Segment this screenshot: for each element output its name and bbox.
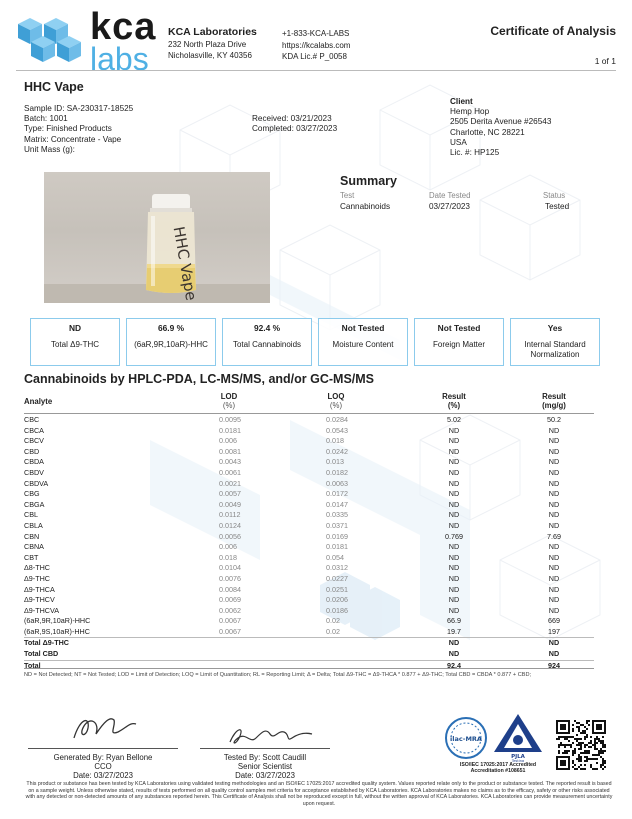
box-label: Internal Standard Normalization — [524, 340, 586, 359]
lod: 0.0067 — [219, 626, 241, 636]
loq: 0.02 — [326, 616, 340, 626]
table-row — [24, 521, 594, 532]
lab-contact — [282, 28, 350, 63]
result-mg: ND — [548, 478, 560, 488]
table-row — [24, 489, 594, 500]
loq: 0.0181 — [326, 542, 348, 552]
sample-id: Sample ID: SA-230317-18525 — [24, 104, 134, 113]
summary-status: Tested — [545, 202, 570, 211]
ilac-mra-logo — [444, 716, 488, 760]
col-analyte: Analyte — [24, 397, 53, 406]
client-address-1: 2505 Derita Avenue #26543 — [450, 117, 552, 127]
lod: 0.0021 — [219, 478, 241, 488]
summary-box-hhc — [126, 318, 216, 366]
box-value: ND — [68, 323, 82, 333]
analyte: CBT — [24, 552, 39, 562]
loq: 0.02 — [326, 626, 340, 636]
pjla-subtext: Testing — [511, 759, 525, 762]
loq: 0.0371 — [326, 520, 348, 530]
result-mg: ND — [548, 510, 560, 520]
table-footnote: ND = Not Detected; NT = Not Tested; LOD = Limit of Detection; LOQ = Limit of Quantitation; RL = Reporting Limit; Δ = Delta; Total Δ9-THC = Δ9-THCA * 0.877 + Δ9-THC; Total CBD = CBDA * 0.877 + CBD; — [24, 672, 532, 678]
table-row — [24, 426, 594, 437]
result-mg: 50.2 — [547, 415, 561, 424]
result-mg: ND — [548, 605, 560, 615]
box-value: 92.4 % — [253, 323, 281, 333]
signature-scott-caudill — [226, 724, 316, 755]
cannabinoids-section-title: Cannabinoids by HPLC-PDA, LC-MS/MS, and/or GC-MS/MS — [24, 372, 374, 386]
loq: 0.0186 — [326, 605, 348, 615]
analyte: CBLA — [24, 520, 43, 530]
result-pct: ND — [448, 446, 460, 456]
analyte: CBGA — [24, 499, 45, 509]
result-pct: ND — [448, 573, 460, 583]
analyte: Δ8-THC — [24, 563, 50, 573]
lab-info — [168, 26, 257, 61]
lod: 0.006 — [219, 542, 237, 552]
box-value: Not Tested — [437, 323, 481, 333]
table-header — [24, 391, 594, 413]
result-pct: ND — [448, 436, 460, 446]
box-value: Not Tested — [341, 323, 385, 333]
analyte: CBN — [24, 531, 40, 541]
box-label: (6aR,9R,10aR)-HHC — [134, 340, 208, 349]
result-mg: ND — [548, 649, 560, 659]
table-row — [24, 616, 594, 627]
col-result-mg: Result (mg/g) — [542, 392, 566, 410]
summary-header-date: Date Tested — [429, 191, 471, 200]
analyte: Δ9-THC — [24, 573, 50, 583]
result-mg: ND — [548, 573, 560, 583]
summary-test: Cannabinoids — [340, 202, 391, 211]
loq: 0.0242 — [326, 446, 348, 456]
analyte: CBL — [24, 510, 38, 520]
vial-label-text: HHC Vape — [169, 225, 201, 302]
result-mg: ND — [548, 436, 560, 446]
result-mg: ND — [548, 446, 560, 456]
product-title: HHC Vape — [24, 80, 84, 94]
analyte: CBDA — [24, 457, 44, 467]
result-mg: ND — [548, 595, 560, 605]
summary-title: Summary — [340, 174, 397, 188]
lod: 0.0124 — [219, 520, 241, 530]
loq: 0.0284 — [326, 415, 348, 424]
loq: 0.0312 — [326, 563, 348, 573]
result-mg: ND — [548, 563, 560, 573]
result-mg: ND — [548, 584, 560, 594]
disclaimer: This product or substance has been tested by KCA Laboratories using validated testing methodologies and an ISO/IEC 17025:2017 accredited quality system. Values reported relate only to the product or substance tested. The reported result is based on a sample weight. Unless otherwise stated, results of tests performed on all quality control samples met criteria for acceptance established by KCA Laboratories. KCA Laboratories makes no claims as to the efficacy, safety or other risks associated with any detected or non-detected amounts of any substances reported herein. This Certificate of Analysis shall not be reproduced except in full, without the written approval of KCA Laboratories. KCA Laboratories can provide measurement uncertainty upon request. — [25, 781, 613, 807]
analyte: Total CBD — [24, 649, 59, 659]
sample-dates — [252, 114, 337, 134]
signature-line-right — [200, 748, 330, 749]
result-pct: ND — [448, 478, 460, 488]
loq: 0.0169 — [326, 531, 348, 541]
ilac-text: ilac-MRA — [450, 735, 482, 743]
table-total-row — [24, 637, 594, 649]
result-mg: ND — [548, 542, 560, 552]
qr-code[interactable] — [556, 720, 606, 770]
table-row — [24, 468, 594, 479]
batch: Batch: 1001 — [24, 114, 68, 124]
analyte: Total Δ9-THC — [24, 638, 69, 648]
result-pct: ND — [448, 499, 460, 509]
sample-matrix: Matrix: Concentrate - Vape — [24, 134, 122, 144]
result-mg: 197 — [548, 626, 560, 636]
loq: 0.0206 — [326, 595, 348, 605]
lod: 0.0076 — [219, 573, 241, 583]
lod: 0.0067 — [219, 616, 241, 626]
table-row — [24, 436, 594, 447]
completed-date: Completed: 03/27/2023 — [252, 124, 338, 134]
result-mg: ND — [548, 638, 560, 648]
table-row — [24, 563, 594, 574]
result-mg: 669 — [548, 616, 560, 626]
logo-text-kca: kca — [90, 6, 157, 48]
lab-phone: +1-833-KCA-LABS — [282, 29, 350, 38]
lod: 0.0104 — [219, 563, 241, 573]
result-pct: 19.7 — [447, 626, 461, 636]
result-pct: 66.9 — [447, 616, 461, 626]
lod: 0.0084 — [219, 584, 241, 594]
analyte: CBCV — [24, 436, 44, 446]
result-mg: ND — [548, 467, 560, 477]
tested-by: Tested By: Scott Caudill Senior Scientist Date: 03/27/2023 — [223, 753, 307, 780]
kca-labs-logo — [14, 6, 157, 77]
result-mg: 7.69 — [547, 531, 561, 541]
result-pct: ND — [448, 552, 460, 562]
analyte: CBCA — [24, 425, 44, 435]
client-address-2: Charlotte, NC 28221 — [450, 127, 525, 137]
result-mg: ND — [548, 489, 560, 499]
pjla-logo — [492, 712, 544, 762]
result-pct: ND — [448, 542, 460, 552]
pjla-text: PJLA — [511, 754, 525, 760]
lab-address-2: Nicholasville, KY 40356 — [168, 51, 252, 60]
client-label: Client — [450, 97, 473, 106]
col-loq: LOQ (%) — [327, 392, 345, 410]
lod: 0.0061 — [219, 467, 241, 477]
table-row — [24, 532, 594, 543]
lab-website[interactable]: https://kcalabs.com — [282, 40, 351, 50]
lab-name: KCA Laboratories — [168, 26, 257, 38]
summary-box-normalization — [510, 318, 600, 366]
result-pct: 5.02 — [447, 415, 461, 424]
loq: 0.0251 — [326, 584, 348, 594]
analyte: CBG — [24, 489, 40, 499]
loq: 0.054 — [326, 552, 344, 562]
box-label: Total Δ9-THC — [50, 340, 100, 349]
sample-type: Type: Finished Products — [24, 124, 112, 134]
lod: 0.0043 — [219, 457, 241, 467]
result-pct: 0.769 — [445, 531, 463, 541]
box-label: Total Cannabinoids — [232, 340, 302, 349]
header-divider — [16, 70, 616, 71]
analyte: CBD — [24, 446, 40, 456]
loq: 0.0147 — [326, 499, 348, 509]
client-name: Hemp Hop — [450, 107, 490, 117]
table-row — [24, 542, 594, 553]
unit-mass: Unit Mass (g): — [24, 144, 75, 154]
summary-date: 03/27/2023 — [429, 202, 470, 211]
table-total-row — [24, 649, 594, 660]
box-value: Yes — [547, 323, 563, 333]
page-number: 1 of 1 — [594, 56, 616, 66]
analyte: Δ9-THCV — [24, 595, 55, 605]
lod: 0.0057 — [219, 489, 241, 499]
table-row — [24, 627, 594, 638]
analyte: (6aR,9S,10aR)-HHC — [24, 626, 90, 636]
table-total-row — [24, 660, 594, 672]
table-row — [24, 574, 594, 585]
result-pct: ND — [448, 605, 460, 615]
analyte: Total — [24, 660, 41, 670]
box-label: Foreign Matter — [432, 340, 486, 349]
result-mg: ND — [548, 552, 560, 562]
result-mg: ND — [548, 499, 560, 509]
analyte: Δ9-THCVA — [24, 605, 60, 615]
table-row — [24, 595, 594, 606]
col-lod: LOD (%) — [220, 392, 238, 410]
result-pct: ND — [448, 595, 460, 605]
table-row — [24, 585, 594, 596]
result-pct: ND — [448, 520, 460, 530]
lod: 0.0112 — [219, 510, 241, 520]
result-pct: ND — [448, 457, 460, 467]
loq: 0.0063 — [326, 478, 348, 488]
result-pct: 92.4 — [447, 660, 461, 670]
lod: 0.018 — [219, 552, 237, 562]
loq: 0.0227 — [326, 573, 348, 583]
accreditation-text: ISO/IEC 17025:2017 Accredited Accreditation #108651 — [459, 762, 537, 775]
summary-box-total-cannabinoids — [222, 318, 312, 366]
result-pct: ND — [448, 467, 460, 477]
result-mg: ND — [548, 425, 560, 435]
received-date: Received: 03/21/2023 — [252, 114, 332, 123]
analyte: CBDV — [24, 467, 44, 477]
client-info — [450, 97, 551, 158]
table-row — [24, 553, 594, 564]
lod: 0.006 — [219, 436, 237, 446]
lod: 0.0081 — [219, 446, 241, 456]
logo-cubes-icon — [14, 12, 90, 68]
loq: 0.0182 — [326, 467, 348, 477]
client-license: Lic. #: HP125 — [450, 148, 500, 158]
result-pct: ND — [448, 584, 460, 594]
result-mg: ND — [548, 520, 560, 530]
table-bottom-divider — [24, 668, 594, 669]
table-row — [24, 415, 594, 426]
summary-box-foreign-matter — [414, 318, 504, 366]
table-row — [24, 457, 594, 468]
lod: 0.0049 — [219, 499, 241, 509]
table-row — [24, 606, 594, 617]
summary-header-test: Test — [340, 191, 355, 200]
analyte: Δ9-THCA — [24, 584, 55, 594]
table-row — [24, 447, 594, 458]
col-result-pct: Result (%) — [442, 392, 466, 410]
signature-line-left — [28, 748, 178, 749]
logo-text-labs: labs — [90, 41, 149, 77]
result-pct: ND — [448, 649, 460, 659]
signature-ryan-bellone — [70, 712, 140, 751]
loq: 0.013 — [326, 457, 344, 467]
loq: 0.0543 — [326, 425, 348, 435]
analyte: CBNA — [24, 542, 44, 552]
sample-info — [24, 104, 133, 155]
table-row — [24, 479, 594, 490]
result-mg: 924 — [548, 660, 560, 670]
summary-box-total-d9thc — [30, 318, 120, 366]
summary-header-status: Status — [543, 191, 566, 200]
table-row — [24, 500, 594, 511]
lod: 0.0056 — [219, 531, 241, 541]
result-pct: ND — [448, 510, 460, 520]
lab-address-1: 232 North Plaza Drive — [168, 40, 247, 49]
table-row — [24, 510, 594, 521]
result-pct: ND — [448, 489, 460, 499]
result-pct: ND — [448, 563, 460, 573]
lab-license: KDA Lic.# P_0058 — [282, 52, 347, 61]
generated-by: Generated By: Ryan Bellone CCO Date: 03/27/2023 — [53, 753, 153, 780]
summary-box-moisture — [318, 318, 408, 366]
lod: 0.0069 — [219, 595, 241, 605]
document-title: Certificate of Analysis — [490, 24, 616, 38]
loq: 0.018 — [326, 436, 344, 446]
lod: 0.0095 — [219, 415, 241, 424]
box-value: 66.9 % — [157, 323, 185, 333]
loq: 0.0335 — [326, 510, 348, 520]
table-header-divider — [24, 413, 594, 414]
result-pct: ND — [448, 425, 460, 435]
cannabinoid-table-body — [24, 415, 594, 671]
analyte: CBC — [24, 415, 40, 424]
analyte: (6aR,9R,10aR)-HHC — [24, 616, 91, 626]
product-photo — [44, 172, 270, 303]
result-pct: ND — [448, 638, 460, 648]
lod: 0.0062 — [219, 605, 241, 615]
result-mg: ND — [548, 457, 560, 467]
lod: 0.0181 — [219, 425, 241, 435]
client-country: USA — [450, 137, 467, 147]
vial-image — [44, 172, 270, 303]
loq: 0.0172 — [326, 489, 348, 499]
analyte: CBDVA — [24, 478, 49, 488]
box-label: Moisture Content — [332, 340, 394, 349]
